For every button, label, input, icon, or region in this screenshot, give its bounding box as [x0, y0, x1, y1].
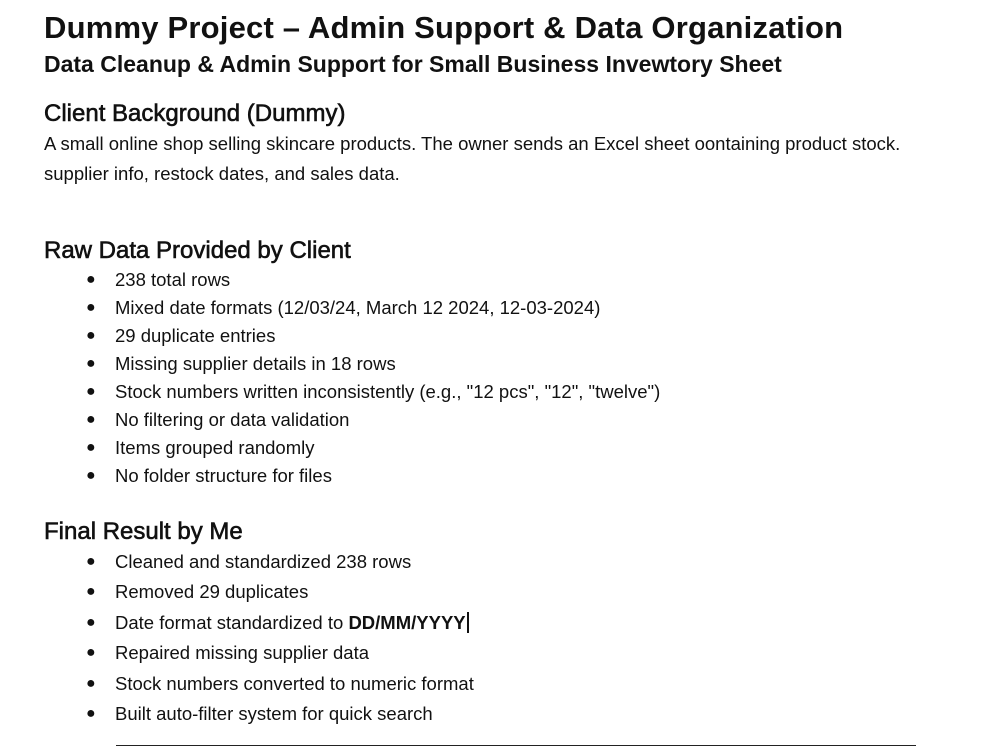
bullet-icon: ●: [86, 411, 96, 428]
list-item: [44, 266, 980, 294]
client-background-text: A small online shop selling skincare products. The owner sends an Excel sheet oontaining product stock. supplier info, restock dates, and sales data.: [44, 133, 901, 184]
bullet-icon: ●: [86, 674, 96, 692]
text-underline: [116, 745, 916, 746]
list-item: [44, 378, 980, 406]
bullet-icon: ●: [86, 439, 96, 456]
list-item: [44, 638, 980, 668]
document-page: [44, 8, 980, 729]
list-item-text: No filtering or data validation: [115, 409, 350, 430]
bullet-icon: ●: [86, 327, 96, 344]
list-item-text: Repaired missing supplier data: [115, 642, 369, 664]
bullet-icon: ●: [86, 613, 96, 631]
list-item-text: Items grouped randomly: [115, 437, 315, 458]
list-item-text: Removed 29 duplicates: [115, 581, 309, 603]
bullet-icon: ●: [86, 553, 96, 570]
list-item-text: Missing supplier details in 18 rows: [115, 353, 396, 374]
list-item-text: Built auto-filter system for quick search: [115, 702, 433, 724]
text-cursor: [467, 612, 469, 633]
list-item: [44, 350, 980, 378]
list-item-text: 238 total rows: [115, 269, 231, 290]
bullet-icon: ●: [86, 583, 96, 601]
raw-data-list: [44, 266, 980, 490]
document-subtitle: Data Cleanup & Admin Support for Small Business Invewtory Sheet: [44, 51, 782, 77]
raw-data-heading: Raw Data Provided by Client: [44, 237, 351, 264]
list-item: [44, 294, 980, 322]
list-item-text: Stock numbers written inconsistently (e.g., "12 pcs", "12", "twelve"): [115, 381, 661, 402]
bullet-icon: ●: [86, 383, 96, 400]
list-item-text: Cleaned and standardized 238 rows: [115, 551, 412, 572]
final-result-heading: Final Result by Me: [44, 518, 243, 545]
bullet-icon: ●: [86, 704, 96, 722]
list-item: [44, 699, 980, 729]
list-item: [44, 547, 980, 577]
list-item-text: No folder structure for files: [115, 465, 332, 486]
list-item: [44, 669, 980, 699]
list-item: [44, 577, 980, 607]
bullet-icon: ●: [86, 644, 96, 662]
document-title: Dummy Project – Admin Support & Data Organization: [44, 10, 844, 45]
bullet-icon: ●: [86, 467, 96, 484]
final-result-list: [44, 547, 980, 729]
list-item-text: 29 duplicate entries: [115, 325, 276, 346]
list-item: [44, 406, 980, 434]
date-format-value: DD/MM/YYYY: [348, 611, 466, 633]
list-item: [44, 608, 980, 638]
list-item-text: Stock numbers converted to numeric format: [115, 672, 474, 694]
list-item: [44, 434, 980, 462]
bullet-icon: ●: [86, 299, 96, 316]
list-item-text: Date format standardized to: [115, 611, 344, 633]
client-background-heading: Client Background (Dummy): [44, 100, 346, 127]
bullet-icon: ●: [86, 355, 96, 372]
list-item: [44, 322, 980, 350]
bullet-icon: ●: [86, 271, 96, 288]
list-item-text: Mixed date formats (12/03/24, March 12 2024, 12-03-2024): [115, 297, 601, 318]
list-item: [44, 462, 980, 490]
